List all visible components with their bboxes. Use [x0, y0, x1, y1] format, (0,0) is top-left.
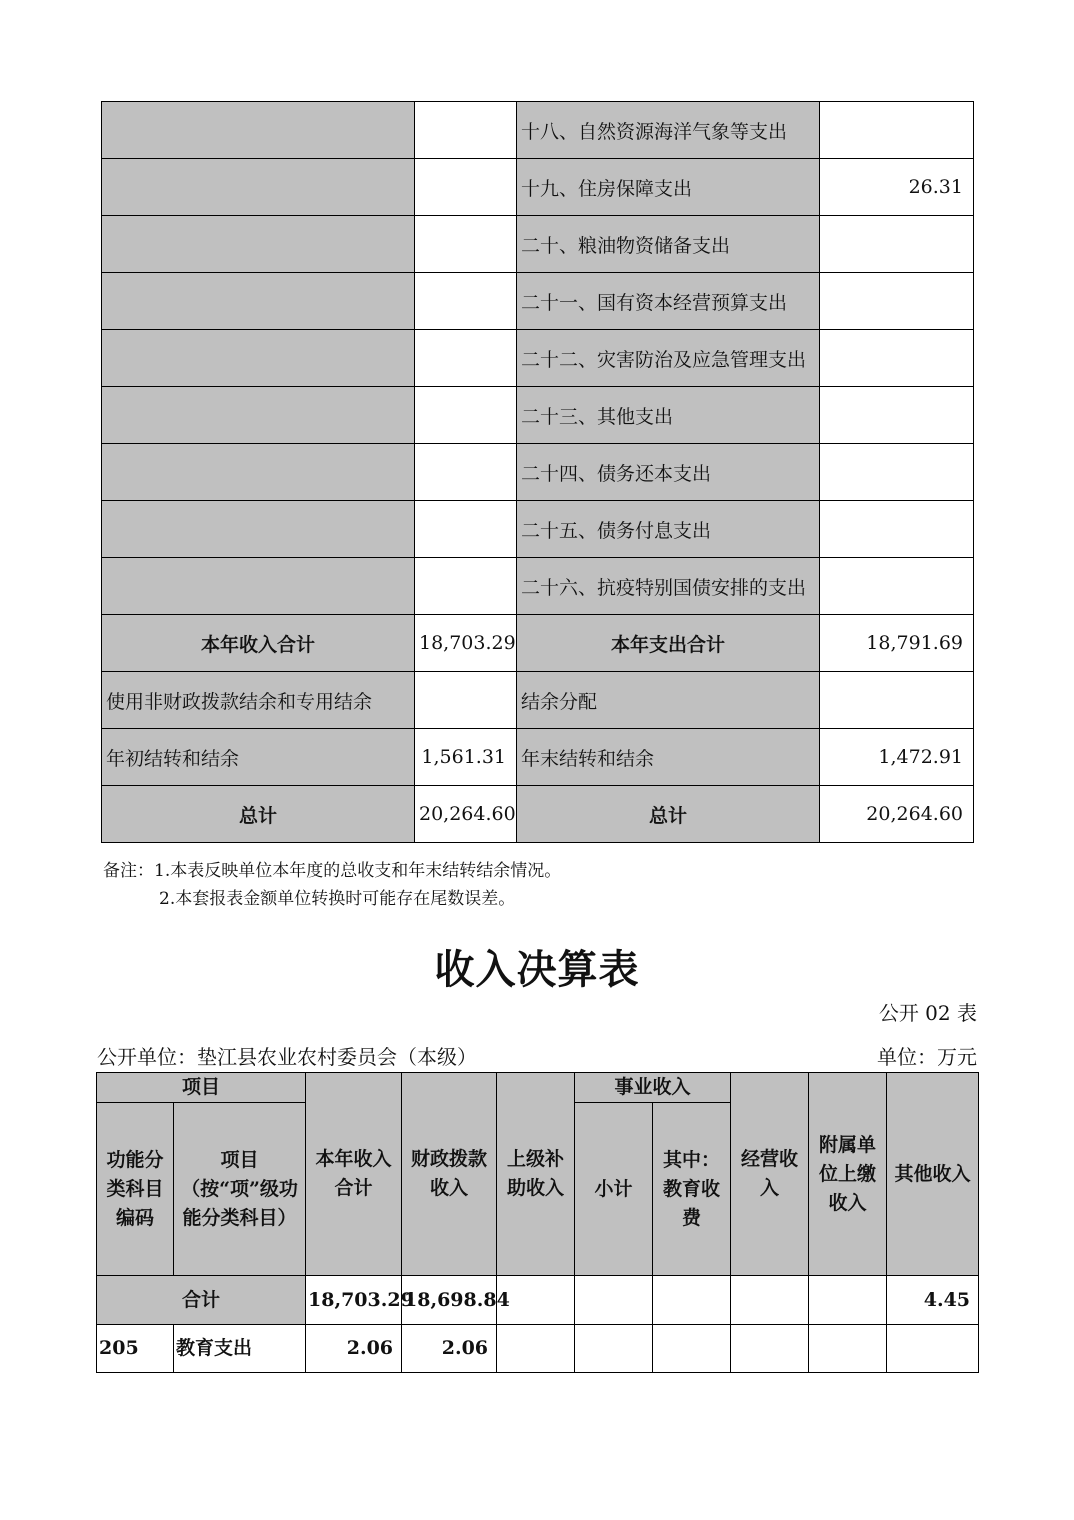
income-total-label: 本年收入合计 [102, 615, 415, 672]
expense-total-value: 18,791.69 [820, 615, 974, 672]
right-label-cell: 二十二、灾害防治及应急管理支出 [517, 330, 820, 387]
left-label-cell [102, 501, 415, 558]
grand-total-row [102, 786, 974, 843]
header-career-income: 事业收入 [575, 1073, 731, 1103]
left-label-cell [102, 216, 415, 273]
left-value-cell [415, 501, 517, 558]
surplus-distribution-label: 结余分配 [517, 672, 820, 729]
income-expense-summary-table [101, 101, 974, 843]
header-subtotal: 小计 [575, 1103, 653, 1276]
sum-operating [731, 1276, 809, 1325]
table-row [102, 273, 974, 330]
left-label-cell [102, 387, 415, 444]
header-project-name: 项目（按“项”级功能分类科目） [174, 1103, 306, 1276]
table-row [102, 330, 974, 387]
grand-total-value-left: 20,264.60 [415, 786, 517, 843]
sum-edu-fee [653, 1276, 731, 1325]
currency-unit: 单位：万元 [877, 1045, 977, 1069]
nonfiscal-label: 使用非财政拨款结余和专用结余 [102, 672, 415, 729]
right-value-cell [820, 444, 974, 501]
right-value-cell [820, 216, 974, 273]
left-label-cell [102, 558, 415, 615]
table-row [102, 102, 974, 159]
table-row [102, 501, 974, 558]
left-label-cell [102, 159, 415, 216]
table-row [102, 558, 974, 615]
row-edu-fee [653, 1325, 731, 1373]
sum-fiscal: 18,698.84 [402, 1276, 497, 1325]
row-name: 教育支出 [174, 1325, 306, 1373]
left-value-cell [415, 102, 517, 159]
note-line-2: 2.本套报表金额单位转换时可能存在尾数误差。 [159, 889, 516, 909]
left-value-cell [415, 216, 517, 273]
right-label-cell: 二十三、其他支出 [517, 387, 820, 444]
table-row [102, 387, 974, 444]
end-balance-value: 1,472.91 [820, 729, 974, 786]
left-value-cell [415, 444, 517, 501]
left-value-cell [415, 273, 517, 330]
right-value-cell [820, 387, 974, 444]
header-operating: 经营收入 [731, 1073, 809, 1276]
row-affiliated [809, 1325, 887, 1373]
right-value-cell: 26.31 [820, 159, 974, 216]
table-row [102, 216, 974, 273]
left-value-cell [415, 330, 517, 387]
nonfiscal-value [415, 672, 517, 729]
table-row [97, 1325, 979, 1373]
table-row [102, 444, 974, 501]
left-value-cell [415, 558, 517, 615]
sum-label: 合计 [97, 1276, 306, 1325]
row-other [887, 1325, 979, 1373]
header-total: 本年收入合计 [306, 1073, 402, 1276]
left-label-cell [102, 444, 415, 501]
header-affiliated: 附属单位上缴收入 [809, 1073, 887, 1276]
left-label-cell [102, 330, 415, 387]
header-superior: 上级补助收入 [497, 1073, 575, 1276]
expense-total-label: 本年支出合计 [517, 615, 820, 672]
right-value-cell [820, 330, 974, 387]
right-value-cell [820, 102, 974, 159]
left-label-cell [102, 273, 415, 330]
right-label-cell: 二十四、债务还本支出 [517, 444, 820, 501]
surplus-distribution-value [820, 672, 974, 729]
header-row-1 [97, 1073, 979, 1103]
right-value-cell [820, 558, 974, 615]
row-code: 205 [97, 1325, 174, 1373]
income-total-value: 18,703.29 [415, 615, 517, 672]
header-fiscal: 财政拨款收入 [402, 1073, 497, 1276]
right-label-cell: 二十五、债务付息支出 [517, 501, 820, 558]
form-number: 公开 02 表 [878, 1001, 977, 1025]
left-label-cell [102, 102, 415, 159]
nonfiscal-row [102, 672, 974, 729]
grand-total-value-right: 20,264.60 [820, 786, 974, 843]
row-subtotal [575, 1325, 653, 1373]
right-label-cell: 十九、住房保障支出 [517, 159, 820, 216]
sum-other: 4.45 [887, 1276, 979, 1325]
begin-balance-label: 年初结转和结余 [102, 729, 415, 786]
balance-row [102, 729, 974, 786]
sum-subtotal [575, 1276, 653, 1325]
right-label-cell: 十八、自然资源海洋气象等支出 [517, 102, 820, 159]
row-superior [497, 1325, 575, 1373]
right-value-cell [820, 273, 974, 330]
right-label-cell: 二十六、抗疫特别国债安排的支出 [517, 558, 820, 615]
end-balance-label: 年末结转和结余 [517, 729, 820, 786]
right-label-cell: 二十一、国有资本经营预算支出 [517, 273, 820, 330]
income-statement-table [96, 1072, 979, 1373]
left-value-cell [415, 387, 517, 444]
reporting-unit: 公开单位：垫江县农业农村委员会（本级） [97, 1045, 477, 1069]
sum-row [97, 1276, 979, 1325]
grand-total-label-right: 总计 [517, 786, 820, 843]
row-total: 2.06 [306, 1325, 402, 1373]
header-other: 其他收入 [887, 1073, 979, 1276]
sum-affiliated [809, 1276, 887, 1325]
table-row [102, 159, 974, 216]
header-func-code: 功能分类科目编码 [97, 1103, 174, 1276]
row-operating [731, 1325, 809, 1373]
page-title: 收入决算表 [434, 946, 640, 993]
annual-total-row [102, 615, 974, 672]
sum-total: 18,703.29 [306, 1276, 402, 1325]
note-line-1: 备注：1.本表反映单位本年度的总收支和年末结转结余情况。 [103, 861, 562, 881]
right-value-cell [820, 501, 974, 558]
header-edu-fee: 其中：教育收费 [653, 1103, 731, 1276]
left-value-cell [415, 159, 517, 216]
header-project: 项目 [97, 1073, 306, 1103]
right-label-cell: 二十、粮油物资储备支出 [517, 216, 820, 273]
begin-balance-value: 1,561.31 [415, 729, 517, 786]
grand-total-label-left: 总计 [102, 786, 415, 843]
row-fiscal: 2.06 [402, 1325, 497, 1373]
